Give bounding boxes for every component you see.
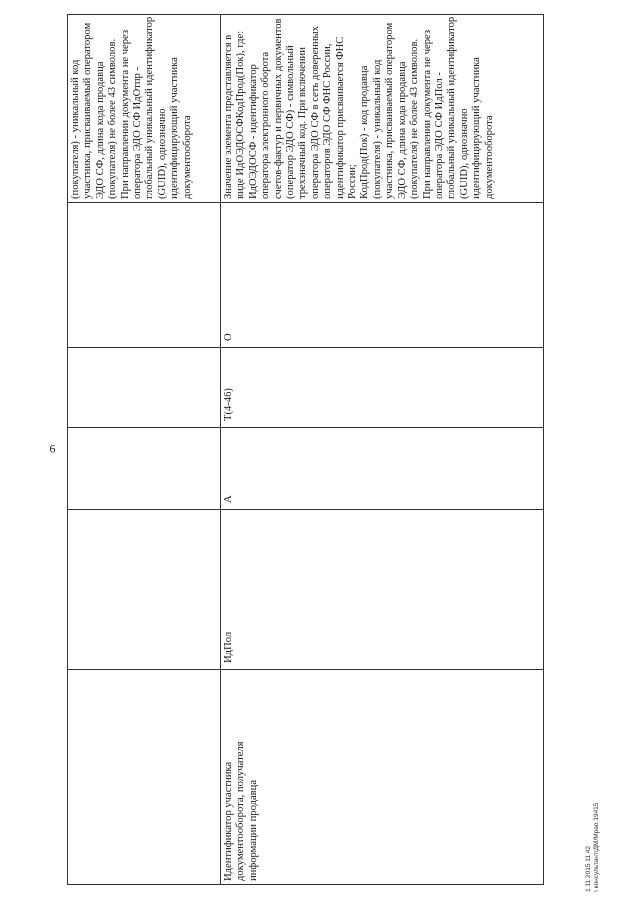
description-line: (покупателя) не более 43 символов. — [409, 38, 421, 199]
description-line: счетов-фактур и первичных документов — [272, 18, 284, 199]
cell-description — [221, 15, 544, 203]
description-line: Значение элемента представляется в — [223, 34, 234, 199]
rotated-landscape-content — [45, 5, 605, 885]
cell-description — [68, 15, 221, 203]
description-line: участника, присваиваемый оператором — [82, 22, 94, 199]
description-line: (GUID), однозначно — [156, 108, 168, 199]
description-line: При направлении документа не через — [421, 29, 433, 199]
description-line: документооборота — [181, 115, 193, 199]
name-line: документооборота, получателя — [235, 741, 247, 881]
table-row-idpol — [221, 15, 544, 885]
description-line: виде ИдОЭДОСФКодПрод(Пок), где: — [235, 30, 247, 199]
description-line: идентифицирующий участника — [471, 57, 483, 199]
name-line: информации продавца — [247, 779, 259, 881]
description-line: ИдОЭДОСФ - идентификатор — [247, 64, 259, 199]
cell-name — [221, 670, 544, 885]
cell-required — [68, 203, 221, 348]
description-line: При направлении документа не через — [119, 29, 131, 199]
cell-code — [68, 510, 221, 670]
description-line: глобальный уникальный идентификатор — [144, 16, 156, 199]
table-row-continuation — [68, 15, 221, 885]
cell-length: Т(4-46) — [221, 348, 544, 428]
description-line: (оператор ЭДО СФ) - символьный — [285, 45, 297, 199]
cell-type — [68, 428, 221, 510]
description-line: операторов ЭДО СФ ФНС России, — [322, 43, 334, 199]
description-line: идентификатор присваивается ФНС — [334, 36, 346, 199]
description-line: ЭДО СФ, длина кода продавца — [396, 61, 408, 199]
description-line: КодПрод(Пок) - код продавца — [359, 65, 371, 199]
description-line: (покупателя) не более 43 символов. — [107, 38, 119, 199]
description-line: трехзначный код. При включении — [297, 47, 309, 199]
footer-print-mark — [585, 803, 601, 892]
spec-table — [67, 14, 544, 885]
description-line: оператора электронного оборота — [260, 51, 272, 199]
description-line: (GUID), однозначно — [458, 108, 470, 199]
description-line: участника, присваиваемый оператором — [384, 22, 396, 199]
footer-mark-line: 1 11 2015 11 42 — [585, 845, 592, 892]
description-line: документооборота — [483, 115, 495, 199]
cell-type: А — [221, 428, 544, 510]
description-line: идентифицирующий участника — [169, 57, 181, 199]
cell-length — [68, 348, 221, 428]
name-line: Идентификатор участника — [223, 761, 234, 881]
cell-required: О — [221, 203, 544, 348]
cell-code: ИдПол — [221, 510, 544, 670]
page-number: 6 — [49, 441, 56, 456]
description-line: глобальный уникальный идентификатор — [446, 16, 458, 199]
description-line: оператора ЭДО СФ ИдПол - — [433, 72, 445, 199]
description-line: (покупателя) - уникальный код — [70, 59, 81, 199]
description-line: (покупателя) - уникальный код — [371, 59, 383, 199]
description-line: России; — [347, 164, 359, 199]
cell-name — [68, 670, 221, 885]
footer-mark-line: \ консультант/ДМ/Мрао 19415 — [593, 802, 600, 892]
description-line: оператора ЭДО СФ ИдОтпр - — [132, 66, 144, 199]
description-line: ЭДО СФ, длина кода продавца — [94, 61, 106, 199]
description-line: оператора ЭДО СФ в сеть доверенных — [309, 26, 321, 199]
